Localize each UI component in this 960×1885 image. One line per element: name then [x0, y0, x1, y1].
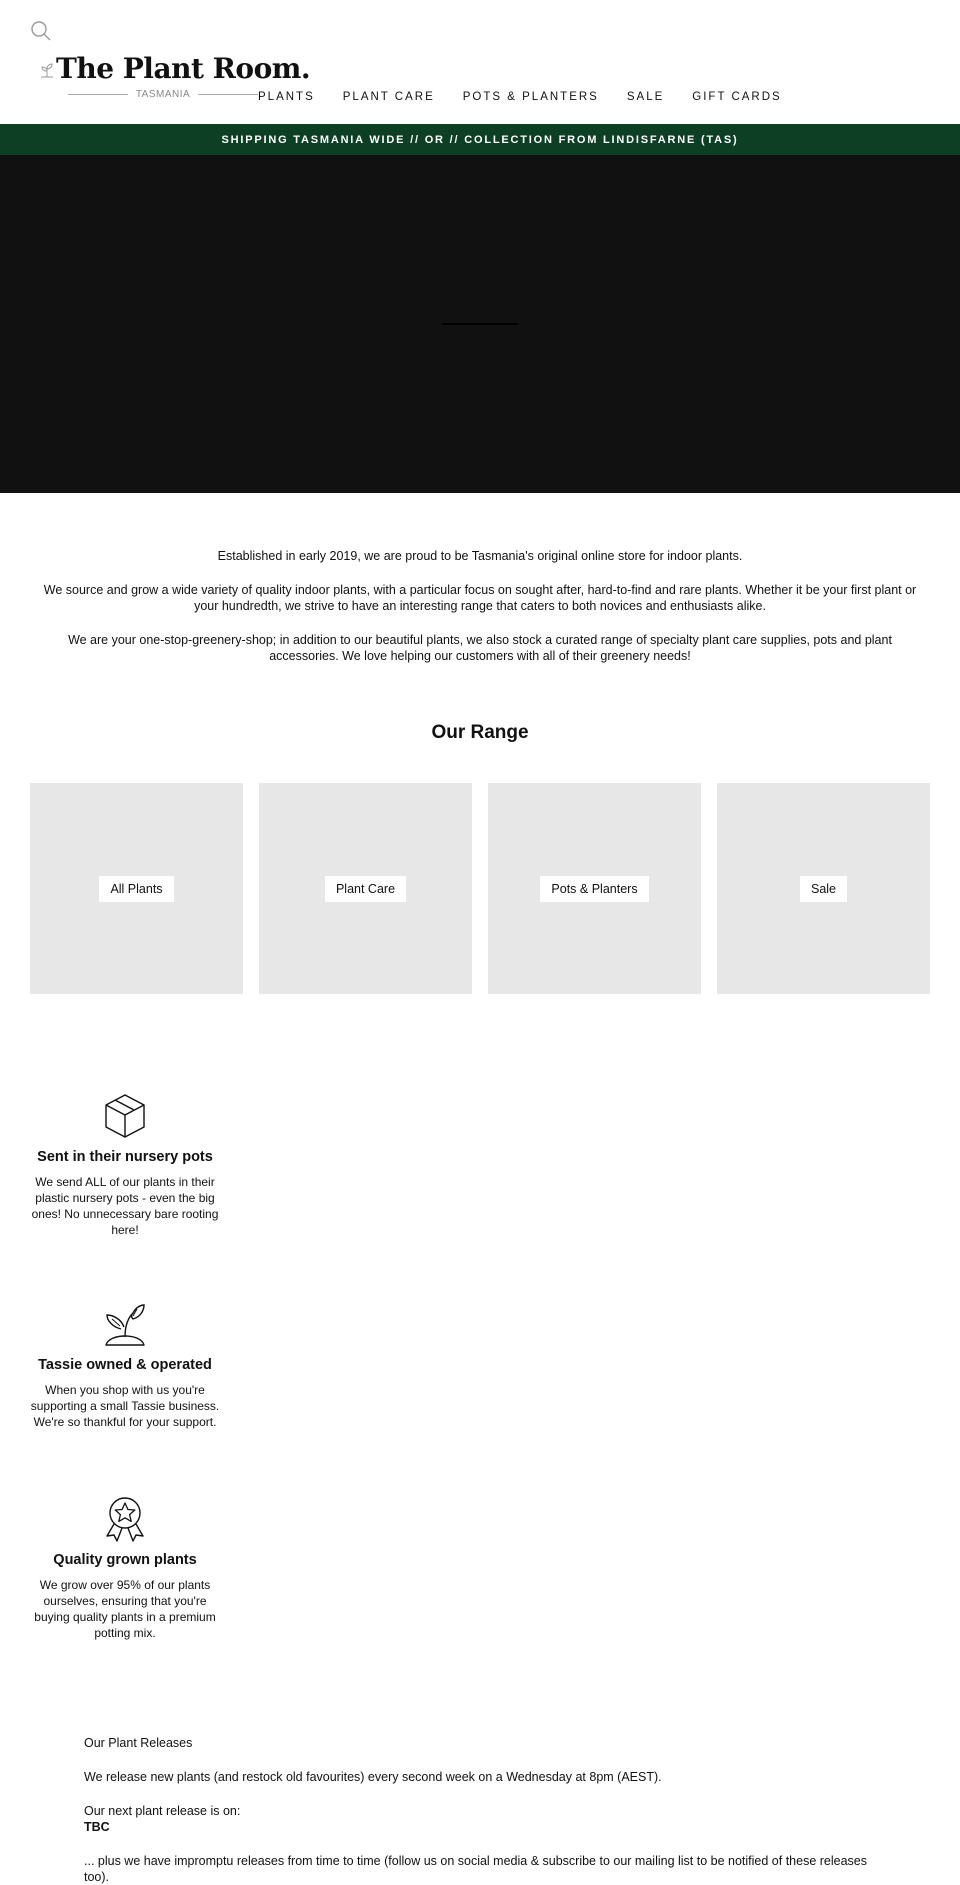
feature-nursery-pots: [30, 1093, 220, 1238]
range-card-plant-care[interactable]: [259, 783, 472, 994]
nav-pots-planters[interactable]: POTS & PLANTERS: [462, 91, 599, 103]
announcement-bar[interactable]: SHIPPING TASMANIA WIDE // OR // COLLECTION FROM LINDISFARNE (TAS): [0, 124, 960, 155]
nav-gift-cards[interactable]: GIFT CARDS: [692, 91, 782, 103]
logo-divider: [68, 94, 128, 95]
logo-subtitle: [68, 89, 258, 100]
logo-divider: [198, 94, 258, 95]
range-card-label: Plant Care: [325, 876, 406, 902]
main-nav: [258, 91, 782, 103]
next-release-label: Our next plant release is on:: [84, 1804, 241, 1818]
logo-subtitle-text: TASMANIA: [135, 89, 191, 100]
nav-sale[interactable]: SALE: [626, 91, 665, 103]
range-grid: [30, 783, 930, 994]
feature-text: We send ALL of our plants in their plastic nursery pots - even the big ones! No unnecessary bare rooting here!: [31, 1175, 219, 1237]
sprout-icon: [103, 1303, 147, 1347]
releases-paragraph: ... plus we have impromptu releases from time to time (follow us on social media & subscribe to our mailing list to be notified of these releases too).: [84, 1854, 867, 1884]
sprout-logo-icon: [40, 62, 54, 78]
box-icon: [103, 1093, 147, 1139]
feature-title: Sent in their nursery pots: [37, 1149, 213, 1165]
feature-text: We grow over 95% of our plants ourselves, ensuring that you're buying quality plants in a premium potting mix.: [34, 1578, 216, 1640]
releases-title: Our Plant Releases: [84, 1736, 193, 1750]
range-title: Our Range: [431, 722, 529, 743]
feature-text: When you shop with us you're supporting a small Tassie business. We're so thankful for your support.: [30, 1383, 220, 1429]
intro-paragraph: We are your one-stop-greenery-shop; in addition to our beautiful plants, we also stock a curated range of specialty plant care supplies, pots and plant accessories. We love helping our customers with all of their greenery needs!: [68, 633, 892, 663]
feature-title: Tassie owned & operated: [38, 1357, 212, 1373]
next-release-value: TBC: [84, 1820, 110, 1834]
range-card-all-plants[interactable]: [30, 783, 243, 994]
range-card-label: All Plants: [99, 876, 173, 902]
logo-title: The Plant Room.: [56, 52, 311, 85]
nav-plants[interactable]: PLANTS: [258, 91, 315, 103]
plant-releases: [84, 1735, 884, 1885]
range-card-label: Sale: [800, 876, 847, 902]
hero-loading-bar: [442, 323, 518, 325]
range-card-pots-planters[interactable]: [488, 783, 701, 994]
intro-paragraph: Established in early 2019, we are proud to be Tasmania's original online store for indoor plants.: [217, 549, 743, 563]
award-badge-icon: [103, 1496, 147, 1542]
intro-text: [40, 548, 920, 682]
nav-plant-care[interactable]: PLANT CARE: [342, 91, 435, 103]
feature-tassie-owned: [30, 1303, 220, 1430]
feature-quality-grown: [30, 1496, 220, 1641]
range-card-label: Pots & Planters: [540, 876, 648, 902]
range-card-sale[interactable]: [717, 783, 930, 994]
hero-banner[interactable]: [0, 155, 960, 493]
intro-paragraph: We source and grow a wide variety of quality indoor plants, with a particular focus on sought after, hard-to-find and rare plants. Whether it be your first plant or your hundredth, we strive to have an interesting range that caters to both novices and enthusiasts alike.: [43, 583, 917, 613]
releases-paragraph: We release new plants (and restock old favourites) every second week on a Wednesday at 8pm (AEST).: [84, 1770, 662, 1784]
search-icon[interactable]: [30, 20, 52, 42]
feature-title: Quality grown plants: [53, 1552, 197, 1568]
site-header: [0, 0, 960, 124]
